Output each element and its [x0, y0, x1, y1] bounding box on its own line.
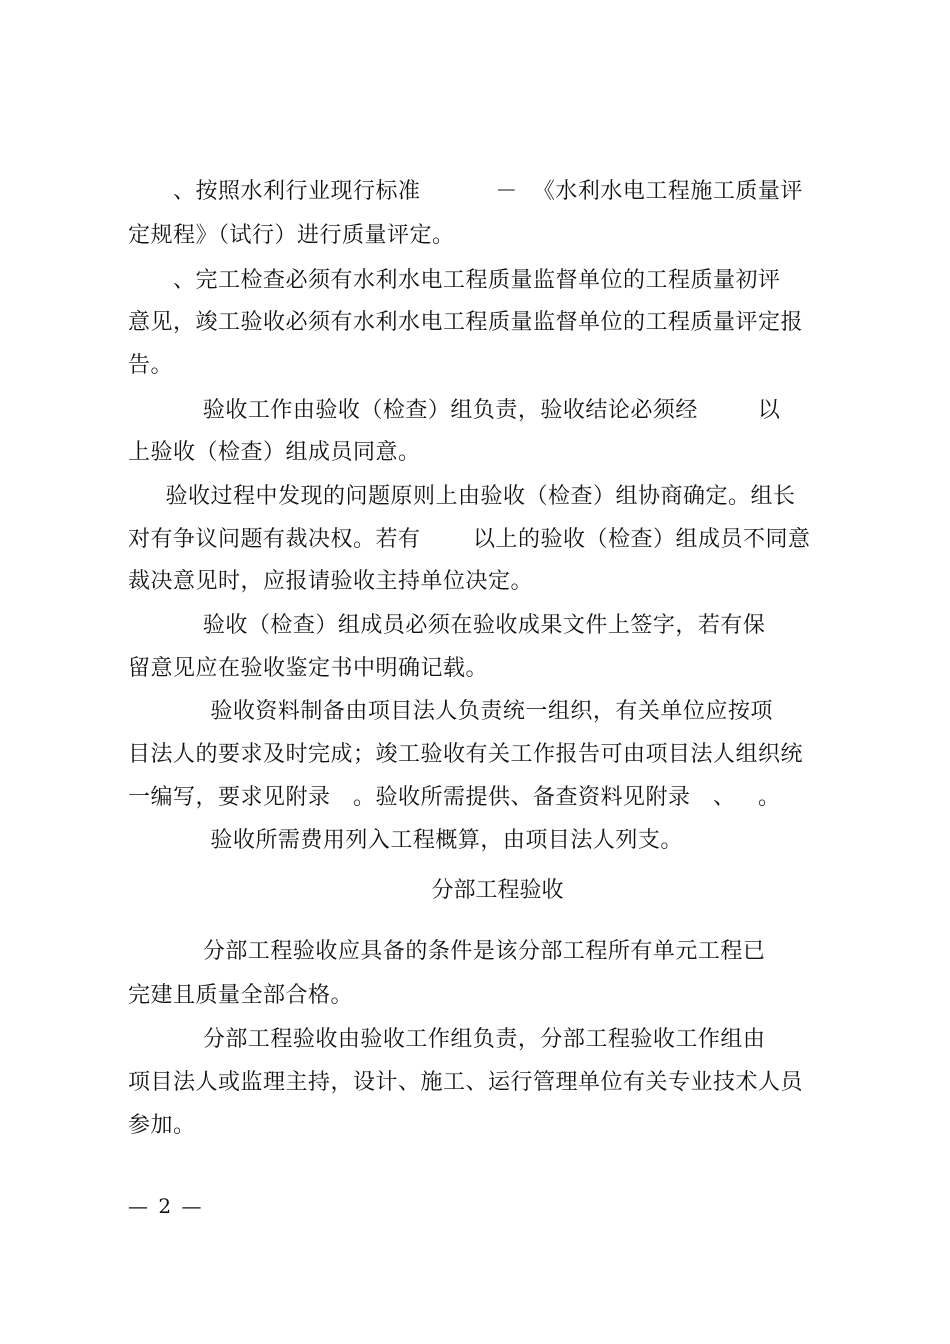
line-7: 上验收（检查）组成员同意。	[128, 440, 421, 465]
line-12: 留意见应在验收鉴定书中明确记载。	[128, 656, 489, 681]
line-19: 分部工程验收由验收工作组负责，分部工程验收工作组由	[128, 1027, 766, 1052]
line-17: 分部工程验收应具备的条件是该分部工程所有单元工程已	[128, 939, 766, 964]
section-heading: 分部工程验收	[431, 878, 564, 903]
line-6: 验收工作由验收（检查）组负责，验收结论必须经 以	[128, 398, 781, 423]
line-10: 裁决意见时，应报请验收主持单位决定。	[128, 569, 534, 594]
line-15: 一编写，要求见附录 。验收所需提供、备查资料见附录 、 。	[128, 785, 781, 810]
line-13: 验收资料制备由项目法人负责统一组织，有关单位应按项	[128, 699, 773, 724]
page-number: — 2 —	[128, 1194, 204, 1218]
line-18: 完建且质量全部合格。	[128, 983, 354, 1008]
line-9: 对有争议问题有裁决权。若有 以上的验收（检查）组成员不同意	[128, 527, 811, 552]
line-20: 项目法人或监理主持，设计、施工、运行管理单位有关专业技术人员	[128, 1070, 804, 1095]
line-5: 告。	[128, 353, 174, 378]
line-1: 、按照水利行业现行标准 － 《水利水电工程施工质量评	[128, 179, 803, 204]
line-11: 验收（检查）组成员必须在验收成果文件上签字，若有保	[128, 613, 766, 638]
line-14: 目法人的要求及时完成；竣工验收有关工作报告可由项目法人组织统	[128, 742, 804, 767]
line-8: 验收过程中发现的问题原则上由验收（检查）组协商确定。组长	[128, 484, 796, 509]
line-16: 验收所需费用列入工程概算，由项目法人列支。	[128, 828, 683, 853]
line-21: 参加。	[128, 1113, 196, 1138]
line-4: 意见，竣工验收必须有水利水电工程质量监督单位的工程质量评定报	[128, 310, 804, 335]
line-3: 、完工检查必须有水利水电工程质量监督单位的工程质量初评	[128, 268, 781, 293]
line-2: 定规程》（试行）进行质量评定。	[128, 223, 455, 248]
